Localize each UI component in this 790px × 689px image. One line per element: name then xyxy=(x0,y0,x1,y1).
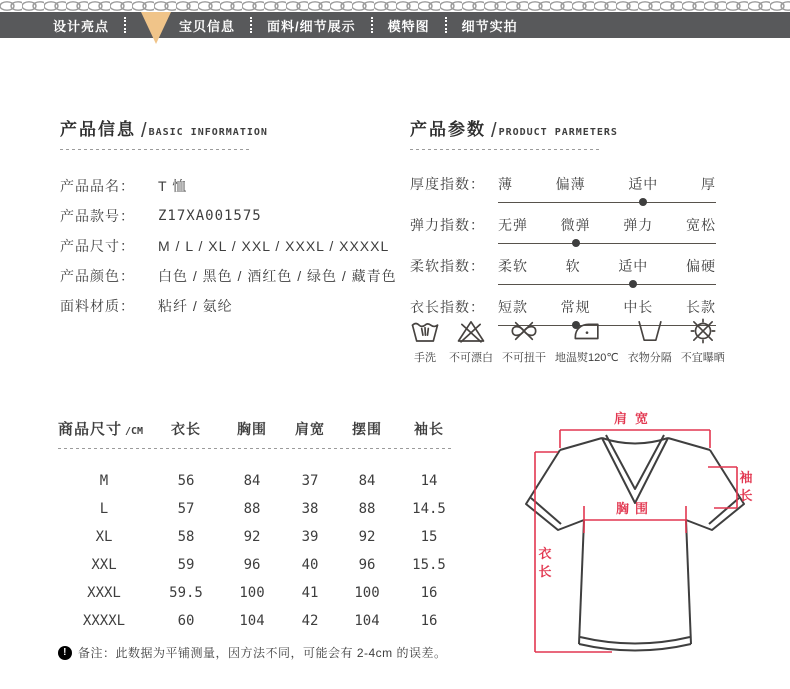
slash-divider: / xyxy=(141,120,147,142)
param-option: 厚 xyxy=(700,176,716,192)
size-label: M xyxy=(99,473,109,489)
table-row xyxy=(58,551,470,579)
nav-separator xyxy=(250,17,252,33)
nav-item-design-highlights[interactable]: 设计亮点 xyxy=(53,18,110,34)
no-bleach-icon xyxy=(456,316,486,346)
size-cell: 59 xyxy=(177,557,195,573)
size-cell: 16 xyxy=(420,613,438,629)
nav-separator xyxy=(371,17,373,33)
param-label: 厚度指数： xyxy=(410,176,485,192)
care-caption: 不可扭干 xyxy=(502,352,546,364)
garment-length-label: 衣 xyxy=(538,546,552,561)
care-item xyxy=(410,316,440,365)
tshirt-measurement-diagram xyxy=(490,408,780,680)
dashed-divider xyxy=(410,149,600,150)
care-item xyxy=(681,316,725,365)
param-option: 短款 xyxy=(498,299,528,315)
size-cell: 14.5 xyxy=(412,501,446,517)
field-row xyxy=(60,267,442,286)
measurement-note xyxy=(58,644,470,661)
column-header: 摆围 xyxy=(352,421,382,437)
param-option: 柔软 xyxy=(498,258,528,274)
section-title-en: BASIC INFORMATION xyxy=(148,127,268,138)
size-cell: 40 xyxy=(301,557,319,573)
basic-info-fields xyxy=(60,177,442,316)
nav-item-item-info[interactable]: 宝贝信息 xyxy=(179,18,236,34)
size-cell: 88 xyxy=(243,501,261,517)
size-label: XXXL xyxy=(87,585,121,601)
table-row xyxy=(58,579,470,607)
param-row-thickness xyxy=(410,175,755,203)
size-cell: 92 xyxy=(243,529,261,545)
no-sun-exposure-icon xyxy=(688,316,718,346)
nav-item-fabric-details[interactable]: 面料/细节展示 xyxy=(267,18,356,34)
care-caption: 衣物分隔 xyxy=(627,352,672,364)
param-option: 常规 xyxy=(560,299,591,315)
top-navbar xyxy=(0,12,790,38)
size-cell: 58 xyxy=(177,529,195,545)
param-option: 薄 xyxy=(498,176,513,192)
size-label: XL xyxy=(95,529,113,545)
shoulder-width-label: 肩宽 xyxy=(613,411,657,426)
column-header: 胸围 xyxy=(237,421,267,437)
parameter-rows xyxy=(410,175,755,326)
field-row xyxy=(60,237,442,256)
nav-item-detail-shots[interactable]: 细节实拍 xyxy=(461,18,518,34)
size-cell: 60 xyxy=(177,613,195,629)
param-option: 微弹 xyxy=(560,217,591,233)
wash-separately-icon xyxy=(635,316,665,346)
product-parameters-section xyxy=(410,115,755,339)
measurement-lines xyxy=(535,430,737,652)
nav-item-model-photos[interactable]: 模特图 xyxy=(387,18,430,34)
parameters-header xyxy=(410,115,755,140)
section-title-cn: 产品信息 xyxy=(60,120,136,139)
param-option: 长款 xyxy=(685,299,716,315)
field-row xyxy=(60,177,442,196)
param-option: 中长 xyxy=(623,299,654,315)
section-title-cn: 产品参数 xyxy=(410,120,486,139)
size-cell: 15.5 xyxy=(412,557,446,573)
size-cell: 104 xyxy=(354,613,380,629)
size-cell: 100 xyxy=(239,585,265,601)
size-cell: 84 xyxy=(243,473,261,489)
field-value: T 恤 xyxy=(158,178,188,194)
field-label: 产品品名： xyxy=(60,178,135,194)
param-option: 弹力 xyxy=(623,217,654,233)
section-title-en: PRODUCT PARMETERS xyxy=(498,127,618,138)
size-chart-header xyxy=(58,418,470,439)
care-instructions-row xyxy=(410,316,725,365)
size-cell: 39 xyxy=(301,529,319,545)
size-cell: 88 xyxy=(358,501,376,517)
size-label: L xyxy=(99,501,109,517)
field-label: 产品颜色： xyxy=(60,268,135,284)
size-cell: 57 xyxy=(177,501,195,517)
size-chart-title xyxy=(58,418,150,439)
slash-divider: / xyxy=(491,120,497,142)
size-cell: 104 xyxy=(239,613,265,629)
nav-separator xyxy=(445,17,447,33)
care-caption: 地温熨120℃ xyxy=(555,352,619,364)
chain-pattern-decoration xyxy=(0,0,790,12)
field-row xyxy=(60,297,442,316)
note-text: 备注：此数据为平铺测量，因方法不同，可能会有 2-4cm 的误差。 xyxy=(78,646,447,660)
param-scale xyxy=(498,257,716,285)
size-chart-title-cn: 商品尺寸 xyxy=(58,421,123,438)
dashed-divider xyxy=(58,448,454,449)
field-value: M / L / XL / XXL / XXXL / XXXXL xyxy=(158,238,390,254)
size-cell: 37 xyxy=(301,473,319,489)
nav-separator xyxy=(124,17,126,33)
no-wring-icon xyxy=(509,316,539,346)
field-label: 面料材质： xyxy=(60,298,135,314)
care-item xyxy=(502,316,546,365)
sleeve-length-label: 袖 xyxy=(739,470,753,485)
size-cell: 100 xyxy=(354,585,380,601)
table-row xyxy=(58,495,470,523)
size-cell: 92 xyxy=(358,529,376,545)
care-caption: 不宜曝晒 xyxy=(680,352,725,364)
table-row xyxy=(58,523,470,551)
field-value: 白色 / 黑色 / 酒红色 / 绿色 / 藏青色 xyxy=(158,268,397,284)
size-cell: 96 xyxy=(358,557,376,573)
field-value: Z17XA001575 xyxy=(158,208,262,224)
size-cell: 15 xyxy=(420,529,438,545)
field-value: 粘纤 / 氨纶 xyxy=(158,298,233,314)
table-row xyxy=(58,467,470,495)
size-cell: 16 xyxy=(420,585,438,601)
column-header: 肩宽 xyxy=(295,421,325,437)
chest-label: 胸围 xyxy=(615,501,655,516)
field-row xyxy=(60,207,442,226)
param-option: 适中 xyxy=(628,176,659,192)
size-cell: 96 xyxy=(243,557,261,573)
dashed-divider xyxy=(60,149,250,150)
active-tab-triangle-icon xyxy=(141,12,171,44)
table-row xyxy=(58,607,470,635)
size-cell: 84 xyxy=(358,473,376,489)
field-label: 产品款号： xyxy=(60,208,135,224)
hand-wash-icon xyxy=(410,316,440,346)
care-item xyxy=(628,316,672,365)
size-cell: 56 xyxy=(177,473,195,489)
garment-length-label: 长 xyxy=(538,564,552,579)
param-scale xyxy=(498,216,716,244)
size-label: XXXXL xyxy=(82,613,126,629)
param-option: 偏硬 xyxy=(685,258,716,274)
size-cell: 14 xyxy=(420,473,438,489)
param-option: 宽松 xyxy=(685,217,716,233)
column-header: 衣长 xyxy=(171,421,201,437)
size-cell: 38 xyxy=(301,501,319,517)
exclamation-icon: ! xyxy=(58,646,72,660)
size-cell: 41 xyxy=(301,585,319,601)
param-label: 弹力指数： xyxy=(410,217,485,233)
size-chart-rows xyxy=(58,467,470,635)
low-temp-iron-icon xyxy=(572,316,602,346)
param-label: 衣长指数： xyxy=(410,299,485,315)
param-option: 适中 xyxy=(618,258,649,274)
size-cell: 59.5 xyxy=(169,585,203,601)
param-label: 柔软指数： xyxy=(410,258,485,274)
care-caption: 不可漂白 xyxy=(449,352,493,364)
param-option: 无弹 xyxy=(498,217,528,233)
sleeve-length-label: 长 xyxy=(739,488,753,503)
basic-info-section xyxy=(60,115,442,327)
care-item xyxy=(555,316,619,365)
size-chart-section xyxy=(58,418,470,661)
param-option: 软 xyxy=(565,258,581,274)
size-cell: 42 xyxy=(301,613,319,629)
param-row-elasticity xyxy=(410,216,755,244)
care-item xyxy=(449,316,493,365)
param-option: 偏薄 xyxy=(555,176,586,192)
care-caption: 手洗 xyxy=(414,352,436,364)
param-scale xyxy=(498,175,716,203)
size-chart-unit: /CM xyxy=(125,426,144,437)
basic-info-header xyxy=(60,115,442,140)
column-header: 袖长 xyxy=(414,421,444,437)
field-label: 产品尺寸： xyxy=(60,238,135,254)
param-row-softness xyxy=(410,257,755,285)
size-label: XXL xyxy=(91,557,117,573)
